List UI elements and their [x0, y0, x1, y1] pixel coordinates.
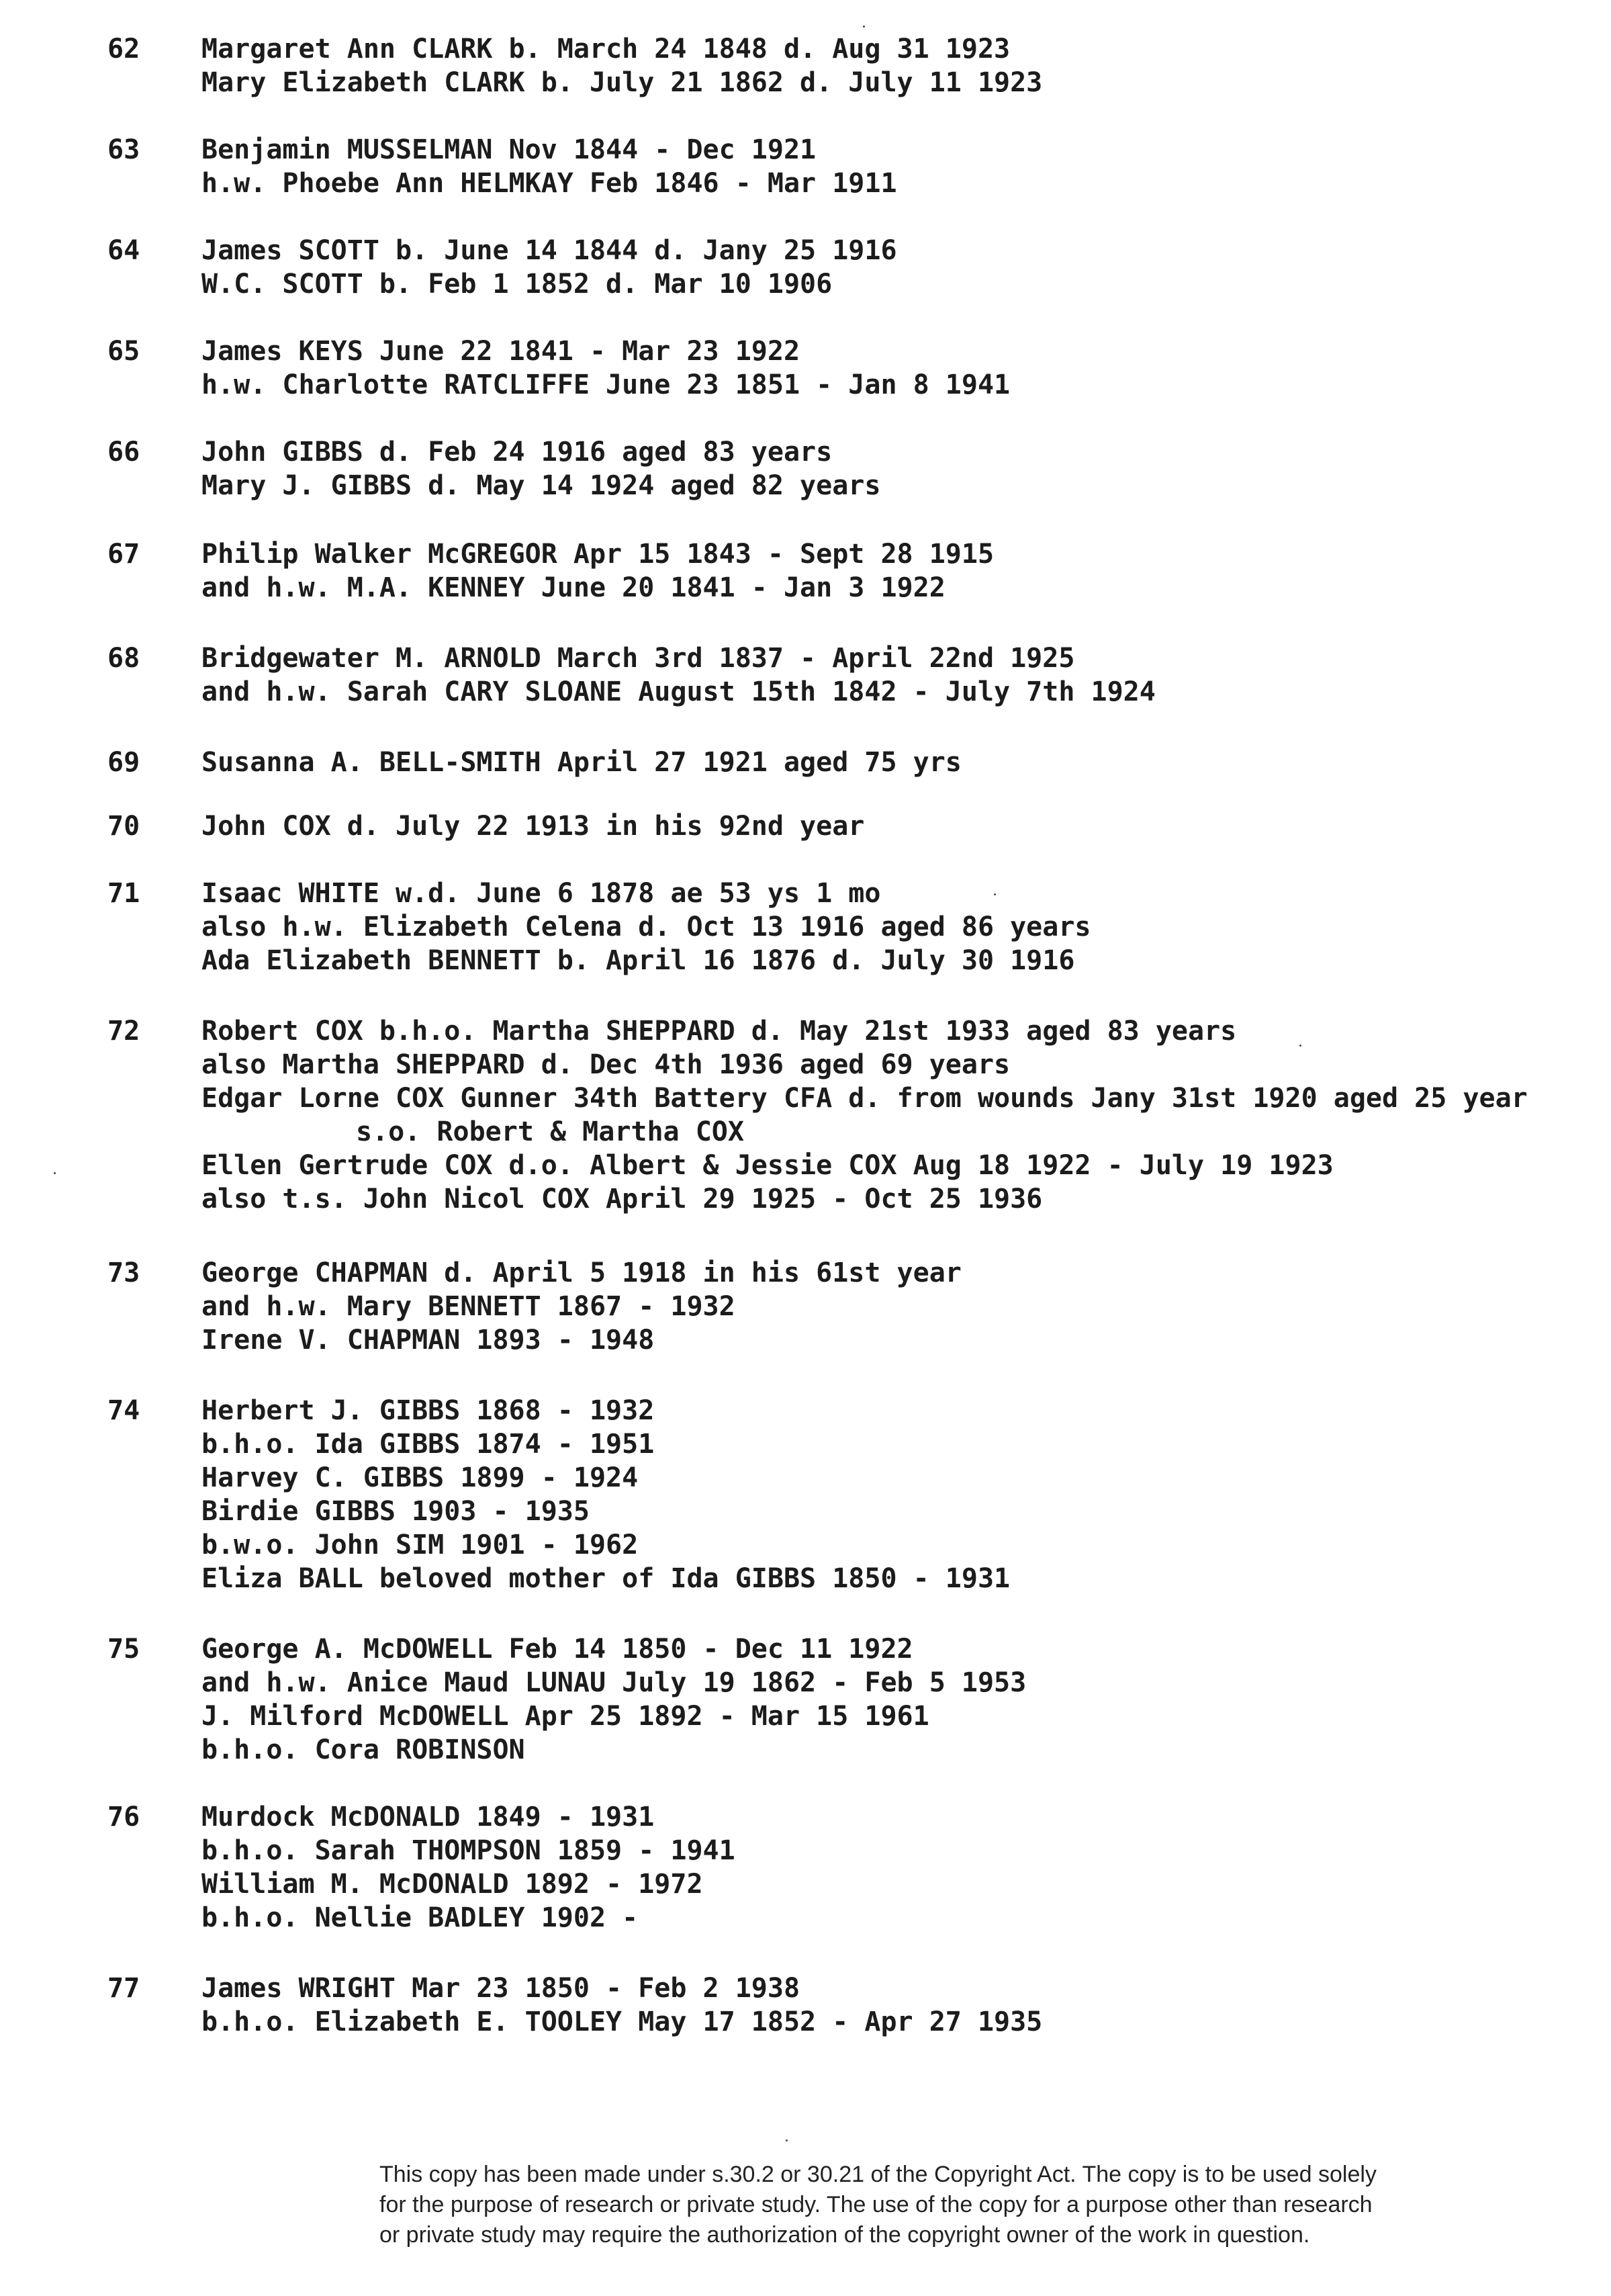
entry-number: 70: [107, 811, 140, 842]
entry-number: 72: [107, 1016, 140, 1047]
entry-line: and h.w. Mary BENNETT 1867 - 1932: [201, 1291, 735, 1322]
entry-line: John GIBBS d. Feb 24 1916 aged 83 years: [201, 437, 833, 468]
entry-line: b.h.o. Ida GIBBS 1874 - 1951: [201, 1429, 655, 1460]
entry-line: Irene V. CHAPMAN 1893 - 1948: [201, 1325, 655, 1356]
scan-speck: [1299, 1045, 1301, 1047]
entry-line: b.w.o. John SIM 1901 - 1962: [201, 1530, 639, 1560]
entry-line: b.h.o. Elizabeth E. TOOLEY May 17 1852 - Apr 27 1935: [201, 2006, 1043, 2037]
scan-speck: [994, 893, 996, 895]
entry-number: 68: [107, 643, 140, 674]
entry-line: Benjamin MUSSELMAN Nov 1844 - Dec 1921: [201, 134, 817, 165]
entry-line: Murdock McDONALD 1849 - 1931: [201, 1802, 655, 1833]
entry-line: Isaac WHITE w.d. June 6 1878 ae 53 ys 1 mo: [201, 878, 881, 909]
entry-line: also h.w. Elizabeth Celena d. Oct 13 1916 aged 86 years: [201, 912, 1091, 942]
copyright-line: This copy has been made under s.30.2 or 30.21 of the Copyright Act. The copy is to be used solely: [379, 2162, 1377, 2187]
copyright-notice: [379, 2160, 1595, 2250]
entry-line: Philip Walker McGREGOR Apr 15 1843 - Sept 28 1915: [201, 539, 995, 570]
entry-line: Mary Elizabeth CLARK b. July 21 1862 d. July 11 1923: [201, 67, 1043, 98]
entry-line: Mary J. GIBBS d. May 14 1924 aged 82 years: [201, 470, 881, 501]
entry-line: James SCOTT b. June 14 1844 d. Jany 25 1916: [201, 235, 897, 266]
entry-line: John COX d. July 22 1913 in his 92nd year: [201, 811, 865, 842]
entry-line: William M. McDONALD 1892 - 1972: [201, 1869, 703, 1900]
entry-line: b.h.o. Nellie BADLEY 1902 -: [201, 1902, 639, 1933]
entry-line: W.C. SCOTT b. Feb 1 1852 d. Mar 10 1906: [201, 269, 833, 300]
entry-line: Herbert J. GIBBS 1868 - 1932: [201, 1395, 655, 1426]
entry-line: Robert COX b.h.o. Martha SHEPPARD d. May 21st 1933 aged 83 years: [201, 1016, 1237, 1047]
entry-line: J. Milford McDOWELL Apr 25 1892 - Mar 15 1961: [201, 1701, 929, 1732]
scan-speck: [863, 26, 865, 28]
entry-line: Margaret Ann CLARK b. March 24 1848 d. Aug 31 1923: [201, 34, 1011, 64]
entry-line: h.w. Phoebe Ann HELMKAY Feb 1846 - Mar 1911: [201, 168, 897, 199]
entry-line: Ellen Gertrude COX d.o. Albert & Jessie COX Aug 18 1922 - July 19 1923: [201, 1150, 1334, 1181]
entry-number: 73: [107, 1257, 140, 1288]
entry-number: 64: [107, 235, 140, 266]
entry-number: 75: [107, 1634, 140, 1665]
entry-line: Bridgewater M. ARNOLD March 3rd 1837 - April 22nd 1925: [201, 643, 1075, 674]
entry-number: 66: [107, 437, 140, 468]
entry-number: 77: [107, 1973, 140, 2004]
entry-number: 74: [107, 1395, 140, 1426]
entry-line: also Martha SHEPPARD d. Dec 4th 1936 aged 69 years: [201, 1049, 1011, 1080]
entry-line: Eliza BALL beloved mother of Ida GIBBS 1850 - 1931: [201, 1563, 1011, 1594]
entry-number: 65: [107, 336, 140, 367]
entry-number: 71: [107, 878, 140, 909]
scan-speck: [786, 2139, 788, 2142]
entry-line: Edgar Lorne COX Gunner 34th Battery CFA d. from wounds Jany 31st 1920 aged 25 year: [201, 1083, 1528, 1114]
entry-line: James WRIGHT Mar 23 1850 - Feb 2 1938: [201, 1973, 800, 2004]
entry-number: 76: [107, 1802, 140, 1833]
entry-line: Birdie GIBBS 1903 - 1935: [201, 1496, 590, 1527]
entry-line: Harvey C. GIBBS 1899 - 1924: [201, 1462, 639, 1493]
entry-line: h.w. Charlotte RATCLIFFE June 23 1851 - Jan 8 1941: [201, 369, 1011, 400]
entry-number: 63: [107, 134, 140, 165]
copyright-line: for the purpose of research or private study. The use of the copy for a purpose other than research: [379, 2192, 1373, 2217]
entry-number: 62: [107, 34, 140, 64]
entry-line: b.h.o. Cora ROBINSON: [201, 1734, 525, 1765]
entry-number: 69: [107, 747, 140, 778]
entry-line: George A. McDOWELL Feb 14 1850 - Dec 11 1922: [201, 1634, 913, 1665]
entry-number: 67: [107, 539, 140, 570]
entry-line: Ada Elizabeth BENNETT b. April 16 1876 d. July 30 1916: [201, 945, 1075, 976]
entry-line: George CHAPMAN d. April 5 1918 in his 61st year: [201, 1257, 962, 1288]
entry-line: and h.w. M.A. KENNEY June 20 1841 - Jan 3 1922: [201, 572, 946, 603]
entry-line: and h.w. Sarah CARY SLOANE August 15th 1842 - July 7th 1924: [201, 676, 1156, 707]
entry-line: and h.w. Anice Maud LUNAU July 19 1862 - Feb 5 1953: [201, 1667, 1027, 1698]
scan-speck: [54, 1172, 56, 1174]
copyright-line: or private study may require the authorization of the copyright owner of the work in question.: [379, 2222, 1310, 2248]
entry-line: b.h.o. Sarah THOMPSON 1859 - 1941: [201, 1835, 735, 1866]
entry-line: James KEYS June 22 1841 - Mar 23 1922: [201, 336, 800, 367]
entry-line: s.o. Robert & Martha COX: [356, 1116, 744, 1147]
entry-line: Susanna A. BELL-SMITH April 27 1921 aged 75 yrs: [201, 747, 962, 778]
entry-line: also t.s. John Nicol COX April 29 1925 - Oct 25 1936: [201, 1184, 1043, 1215]
